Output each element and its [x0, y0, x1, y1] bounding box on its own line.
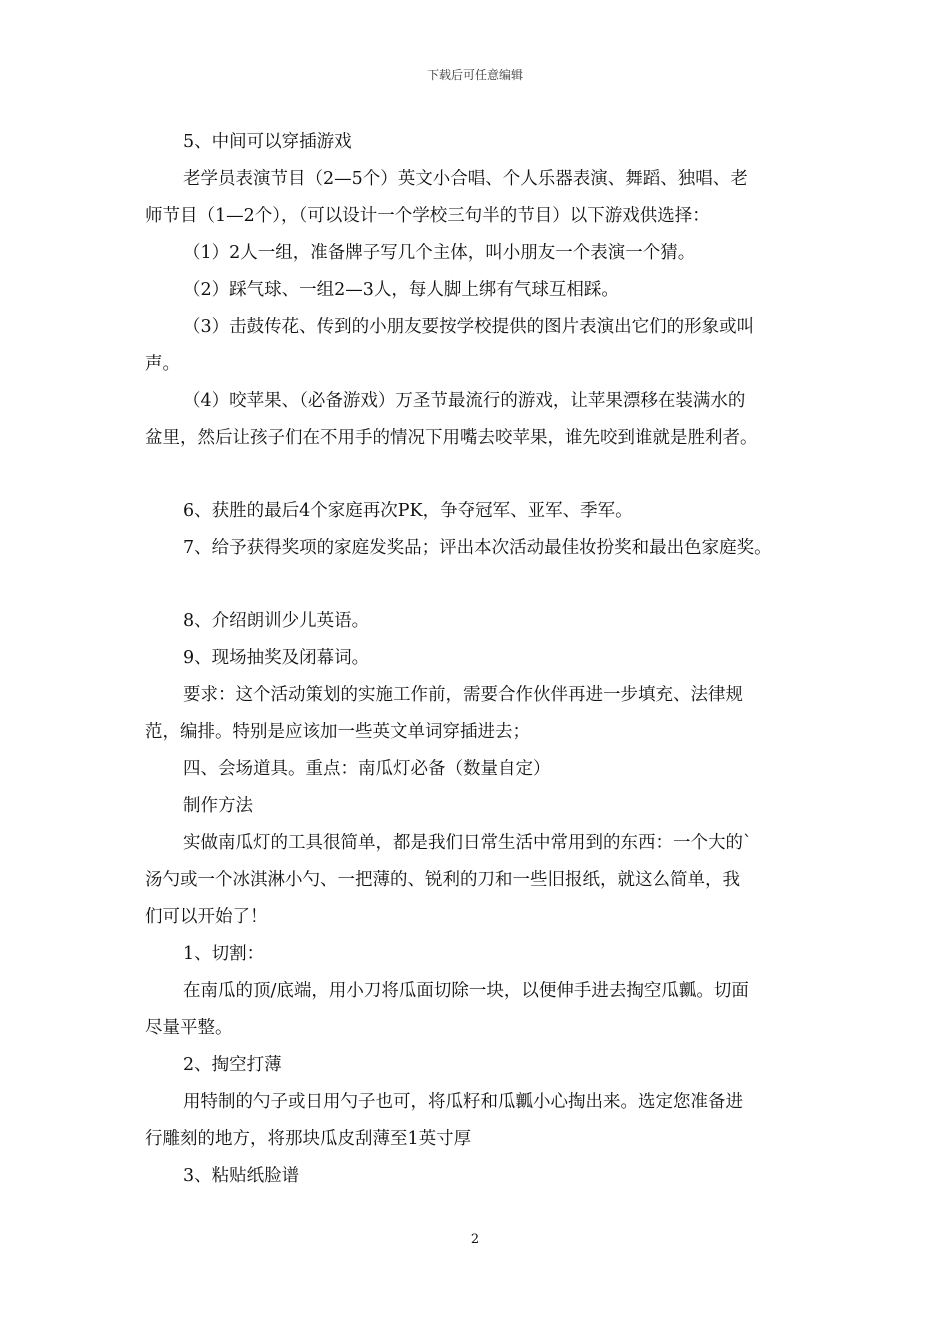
- step-1-title: 1、切割：: [183, 944, 265, 964]
- method-line-1: 实做南瓜灯的工具很简单，都是我们日常生活中常用到的东西：一个大的`: [183, 833, 752, 853]
- game-3-line-1: （3）击鼓传花、传到的小朋友要按学校提供的图片表演出它们的形象或叫: [183, 317, 755, 337]
- step-3-title: 3、粘贴纸脸谱: [183, 1166, 300, 1186]
- item-6: 6、获胜的最后4个家庭再次PK，争夺冠军、亚军、季军。: [183, 501, 633, 521]
- page-header: 下载后可任意编辑: [426, 68, 523, 82]
- game-1: （1）2人一组，准备牌子写几个主体，叫小朋友一个表演一个猜。: [183, 243, 696, 263]
- game-4-line-1: （4）咬苹果、（必备游戏）万圣节最流行的游戏，让苹果漂移在装满水的: [183, 391, 746, 411]
- game-3-line-2: 声。: [145, 354, 180, 374]
- game-2: （2）踩气球、一组2—3人，每人脚上绑有气球互相踩。: [183, 280, 619, 300]
- method-line-3: 们可以开始了！: [145, 907, 268, 927]
- document-body: [145, 124, 825, 1195]
- step-2-line-2: 行雕刻的地方，将那块瓜皮刮薄至1英寸厚: [145, 1129, 472, 1149]
- requirement-line-2: 范，编排。特别是应该加一些英文单词穿插进去；: [145, 722, 530, 742]
- game-4-line-2: 盆里，然后让孩子们在不用手的情况下用嘴去咬苹果，谁先咬到谁就是胜利者。: [145, 428, 758, 448]
- paragraph-gap: [145, 567, 825, 603]
- venue-props: 四、会场道具。重点：南瓜灯必备（数量自定）: [183, 759, 551, 779]
- paragraph-gap: [145, 457, 825, 493]
- page-number: 2: [470, 1232, 480, 1247]
- item-9: 9、现场抽奖及闭幕词。: [183, 648, 370, 668]
- method-line-2: 汤勺或一个冰淇淋小勺、一把薄的、锐利的刀和一些旧报纸，就这么简单，我: [145, 870, 740, 890]
- paragraph-performance-line-2: 师节目（1—2个），（可以设计一个学校三句半的节目）以下游戏供选择：: [145, 206, 710, 226]
- paragraph-performance-line-1: 老学员表演节目（2—5个）英文小合唱、个人乐器表演、舞蹈、独唱、老: [183, 169, 748, 189]
- step-2-title: 2、掏空打薄: [183, 1055, 282, 1075]
- item-8: 8、介绍朗训少儿英语。: [183, 611, 370, 631]
- step-1-line-1: 在南瓜的顶/底端，用小刀将瓜面切除一块，以便伸手进去掏空瓜瓤。切面: [183, 981, 749, 1001]
- section-5-title: 5、中间可以穿插游戏: [183, 132, 352, 152]
- step-1-line-2: 尽量平整。: [145, 1018, 233, 1038]
- requirement-line-1: 要求：这个活动策划的实施工作前，需要合作伙伴再进一步填充、法律规: [183, 685, 743, 705]
- item-7: 7、给予获得奖项的家庭发奖品；评出本次活动最佳妆扮奖和最出色家庭奖。: [183, 538, 772, 558]
- step-2-line-1: 用特制的勺子或日用勺子也可，将瓜籽和瓜瓤小心掏出来。选定您准备进: [183, 1092, 743, 1112]
- method-title: 制作方法: [183, 796, 253, 816]
